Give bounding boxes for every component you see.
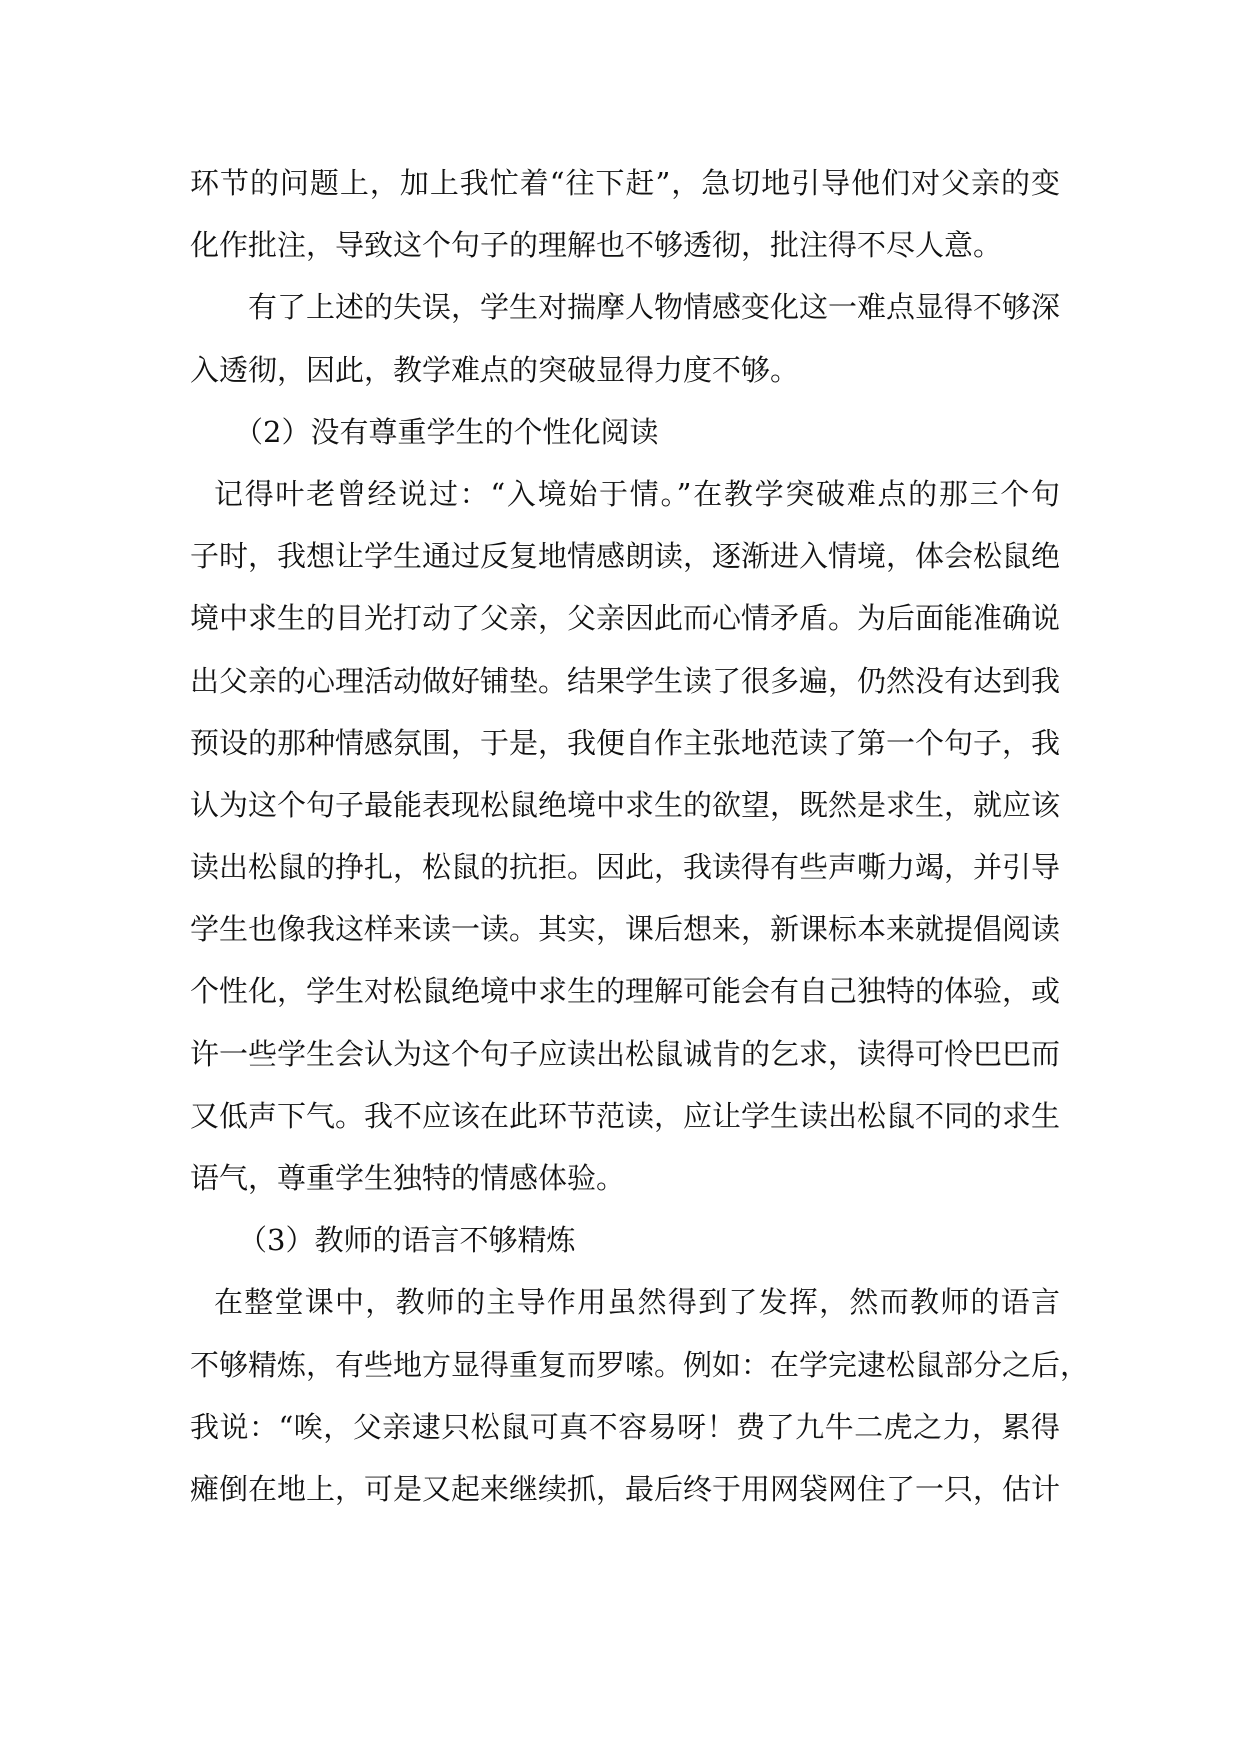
- text-line: 在整堂课中，教师的主导作用虽然得到了发挥，然而教师的语言: [214, 1285, 1060, 1320]
- text-line: 子时，我想让学生通过反复地情感朗读，逐渐进入情境，体会松鼠绝: [190, 539, 1061, 574]
- text-line: （2）没有尊重学生的个性化阅读: [234, 414, 659, 449]
- text-line: 个性化，学生对松鼠绝境中求生的理解可能会有自己独特的体验，或: [190, 974, 1061, 1009]
- text-line: 记得叶老曾经说过：“入境始于情。”在教学突破难点的那三个句: [214, 476, 1060, 511]
- text-line: 瘫倒在地上，可是又起来继续抓，最后终于用网袋网住了一只，估计: [190, 1471, 1061, 1506]
- text-line: 又低声下气。我不应该在此环节范读，应让学生读出松鼠不同的求生: [190, 1098, 1061, 1133]
- text-line: 认为这个句子最能表现松鼠绝境中求生的欲望，既然是求生，就应该: [190, 787, 1061, 822]
- text-line: 出父亲的心理活动做好铺垫。结果学生读了很多遍，仍然没有达到我: [190, 663, 1061, 698]
- text-line: 有了上述的失误，学生对揣摩人物情感变化这一难点显得不够深: [248, 290, 1061, 325]
- text-line: 不够精炼，有些地方显得重复而罗嗦。例如：在学完逮松鼠部分之后，: [190, 1347, 1090, 1382]
- text-line: 我说：“唉，父亲逮只松鼠可真不容易呀！费了九牛二虎之力，累得: [190, 1409, 1060, 1444]
- text-line: 环节的问题上，加上我忙着“往下赶”，急切地引导他们对父亲的变: [190, 166, 1060, 200]
- text-line: 入透彻，因此，教学难点的突破显得力度不够。: [190, 352, 800, 387]
- text-line: 化作批注，导致这个句子的理解也不够透彻，批注得不尽人意。: [190, 228, 1003, 263]
- text-line: 读出松鼠的挣扎，松鼠的抗拒。因此，我读得有些声嘶力竭，并引导: [190, 850, 1061, 885]
- text-line: （3）教师的语言不够精炼: [238, 1223, 576, 1258]
- text-line: 学生也像我这样来读一读。其实，课后想来，新课标本来就提倡阅读: [190, 912, 1061, 947]
- text-line: 预设的那种情感氛围，于是，我便自作主张地范读了第一个句子，我: [190, 725, 1061, 760]
- text-line: 境中求生的目光打动了父亲，父亲因此而心情矛盾。为后面能准确说: [190, 601, 1061, 636]
- body-text: [190, 152, 1090, 1520]
- text-line: 许一些学生会认为这个句子应读出松鼠诚肯的乞求，读得可怜巴巴而: [190, 1036, 1061, 1071]
- text-line: 语气，尊重学生独特的情感体验。: [190, 1161, 626, 1195]
